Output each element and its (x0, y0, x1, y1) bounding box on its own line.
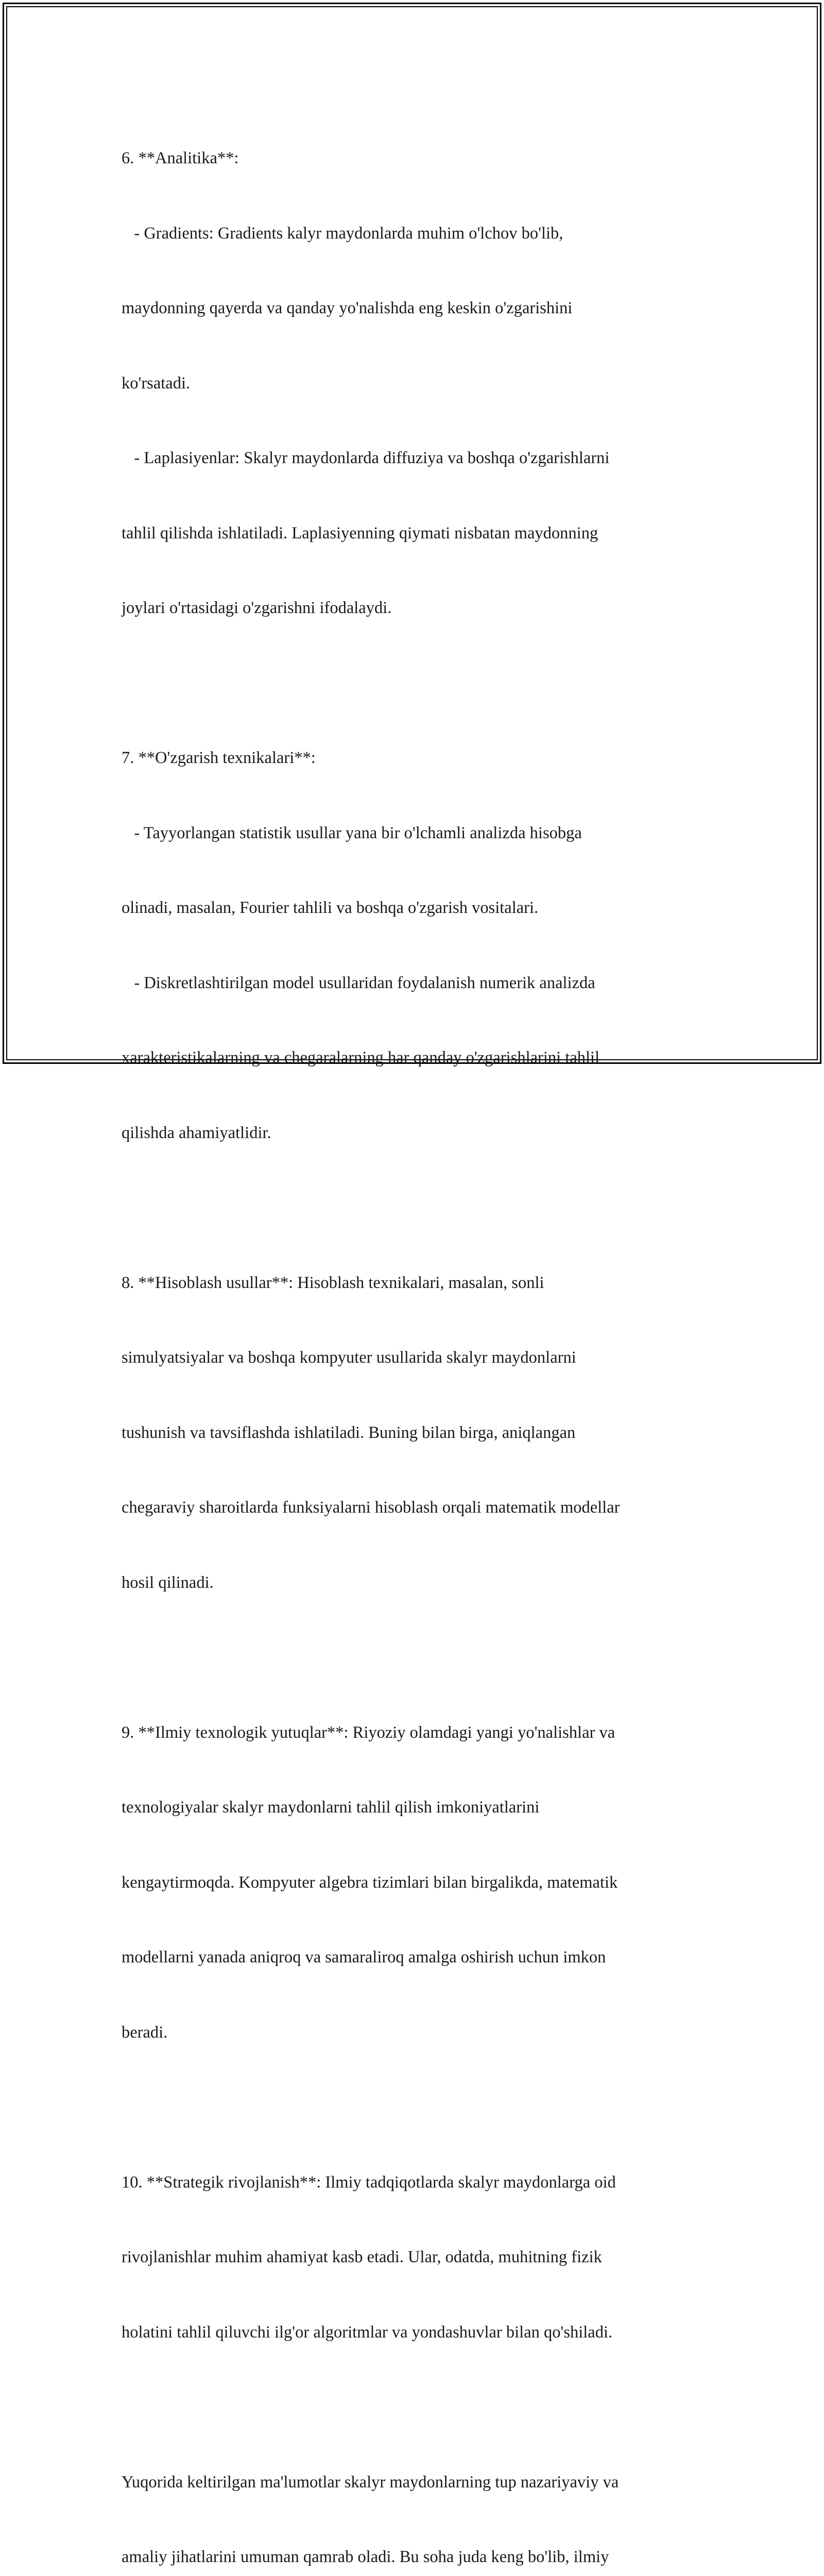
text-line: beradi. (122, 2020, 709, 2045)
section-hisoblash-usullar (122, 1221, 709, 1646)
text-line: 10. **Strategik rivojlanish**: Ilmiy tadqiqotlarda skalyr maydonlarga oid (122, 2170, 709, 2195)
text-line: joylari o'rtasidagi o'zgarishni ifodalaydi. (122, 596, 709, 621)
text-line: - Diskretlashtirilgan model usullaridan foydalanish numerik analizda (122, 971, 709, 996)
section-ozgarish-texnikalari (122, 696, 709, 1195)
text-line: 8. **Hisoblash usullar**: Hisoblash texnikalari, masalan, sonli (122, 1270, 709, 1296)
document-body (122, 96, 709, 2576)
text-line: - Gradients: Gradients kalyr maydonlarda muhim o'lchov bo'lib, (122, 221, 709, 246)
text-line: - Tayyorlangan statistik usullar yana bir o'lchamli analizda hisobga (122, 821, 709, 846)
text-line: amaliy jihatlarini umuman qamrab oladi. Bu soha juda keng bo'lib, ilmiy (122, 2545, 709, 2570)
text-line: tushunish va tavsiflashda ishlatiladi. Buning bilan birga, aniqlangan (122, 1420, 709, 1446)
text-line: olinadi, masalan, Fourier tahlili va boshqa o'zgarish vositalari. (122, 895, 709, 921)
text-line: qilishda ahamiyatlidir. (122, 1121, 709, 1146)
text-line: tahlil qilishda ishlatiladi. Laplasiyenning qiymati nisbatan maydonning (122, 521, 709, 546)
text-line: 9. **Ilmiy texnologik yutuqlar**: Riyoziy olamdagi yangi yo'nalishlar va (122, 1720, 709, 1745)
text-line: kengaytirmoqda. Kompyuter algebra tizimlari bilan birgalikda, matematik (122, 1870, 709, 1895)
text-line: holatini tahlil qiluvchi ilg'or algoritmlar va yondashuvlar bilan qo'shiladi. (122, 2320, 709, 2345)
text-line: Yuqorida keltirilgan ma'lumotlar skalyr maydonlarning tup nazariyaviy va (122, 2470, 709, 2495)
text-line: chegaraviy sharoitlarda funksiyalarni hisoblash orqali matematik modellar (122, 1495, 709, 1520)
text-line: ko'rsatadi. (122, 371, 709, 396)
text-line: modellarni yanada aniqroq va samaraliroq amalga oshirish uchun imkon (122, 1945, 709, 1970)
text-line: simulyatsiyalar va boshqa kompyuter usullarida skalyr maydonlarni (122, 1345, 709, 1370)
section-ilmiy-texnologik-yutuqlar (122, 1670, 709, 2095)
text-line: rivojlanishlar muhim ahamiyat kasb etadi. Ular, odatda, muhitning fizik (122, 2245, 709, 2270)
text-line: maydonning qayerda va qanday yo'nalishda eng keskin o'zgarishini (122, 296, 709, 321)
text-line: xarakteristikalarning va chegaralarning har qanday o'zgarishlarini tahlil (122, 1045, 709, 1071)
text-line: texnologiyalar skalyr maydonlarni tahlil qilish imkoniyatlarini (122, 1795, 709, 1820)
section-conclusion (122, 2420, 709, 2576)
text-line: hosil qilinadi. (122, 1570, 709, 1596)
text-line: 7. **O'zgarish texnikalari**: (122, 745, 709, 771)
section-analitika (122, 96, 709, 671)
text-line: 6. **Analitika**: (122, 146, 709, 171)
text-line: - Laplasiyenlar: Skalyr maydonlarda diffuziya va boshqa o'zgarishlarni (122, 446, 709, 471)
section-strategik-rivojlanish (122, 2120, 709, 2395)
